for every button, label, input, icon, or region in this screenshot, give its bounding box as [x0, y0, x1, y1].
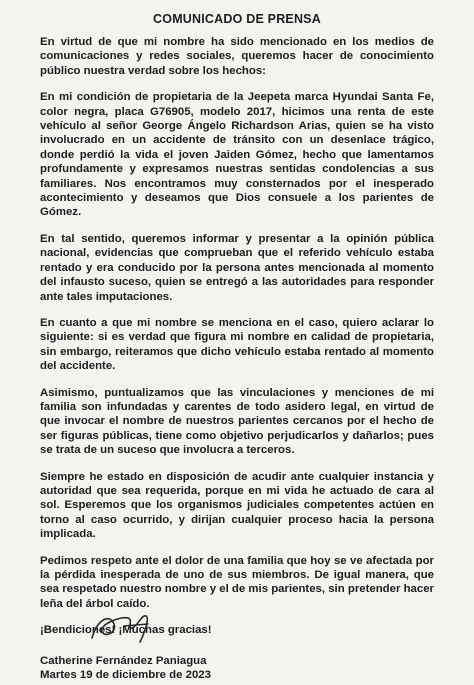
signature-date: Martes 19 de diciembre de 2023	[40, 669, 211, 682]
closing-line: ¡Bendiciones! ¡Muchas gracias!	[40, 624, 212, 637]
paragraph-clarification: En cuanto a que mi nombre se menciona en el caso, quiero aclarar lo siguiente: si es verdad que figura mi nombre en calidad de propietaria, sin embargo, reiteramos que dicho vehículo estaba rentado al momento del accidente.	[40, 316, 434, 373]
paragraph-public-information: En tal sentido, queremos informar y presentar a la opinión pública nacional, evidencias que comprueban que el referido vehículo estaba rentado y era conducido por la persona antes mencionada al momento del infausto suceso, quien se entregó a las autoridades para responder ante tales imputaciones.	[40, 232, 434, 303]
handwritten-signature	[88, 608, 158, 648]
paragraph-request-respect: Pedimos respeto ante el dolor de una familia que hoy se ve afectada por la pérdida inesperada de uno de sus miembros. De igual manera, que sea respetado nuestro nombre y el de mis parientes, sin pretender hacer leña del árbol caído.	[40, 554, 434, 610]
paragraph-family-statement: Asimismo, puntualizamos que las vinculaciones y menciones de mi familia son infundadas y carentes de todo asidero legal, en virtud de que invocar el nombre de nuestros parientes cercanos por el hecho de ser figuras públicas, tiene como objetivo perjudicarlos y dañarlos; pues se trata de un suceso que involucra a terceros.	[40, 386, 434, 457]
paragraph-availability: Siempre he estado en disposición de acudir ante cualquier instancia y autoridad que sea requerida, porque en mi vida he actuado de cara al sol. Esperemos que los organismos judiciales competentes actúen en torno al caso ocurrido, y dirijan cualquier proceso hacia la persona implicada.	[40, 470, 434, 541]
signer-name: Catherine Fernández Paniagua	[40, 654, 207, 667]
paragraph-vehicle-rental: En mi condición de propietaria de la Jeepeta marca Hyundai Santa Fe, color negra, placa G76905, modelo 2017, hicimos una renta de este vehículo al señor George Ángelo Richardson Arias, quien se ha visto involucrado en un accidente de tránsito con un desenlace trágico, donde perdió la vida el joven Jaiden Gómez, hecho que lamentamos profundamente y expresamos nuestras sentidas condolencias a sus familiares. Nos encontramos muy consternados por el inesperado acontecimiento y deseamos que Dios consuele a los parientes de Gómez.	[40, 91, 434, 219]
paragraph-intro: En virtud de que mi nombre ha sido mencionado en los medios de comunicaciones y redes sociales, queremos hacer de conocimiento público nuestra verdad sobre los hechos:	[40, 36, 434, 77]
document-title: COMUNICADO DE PRENSA	[153, 12, 321, 26]
